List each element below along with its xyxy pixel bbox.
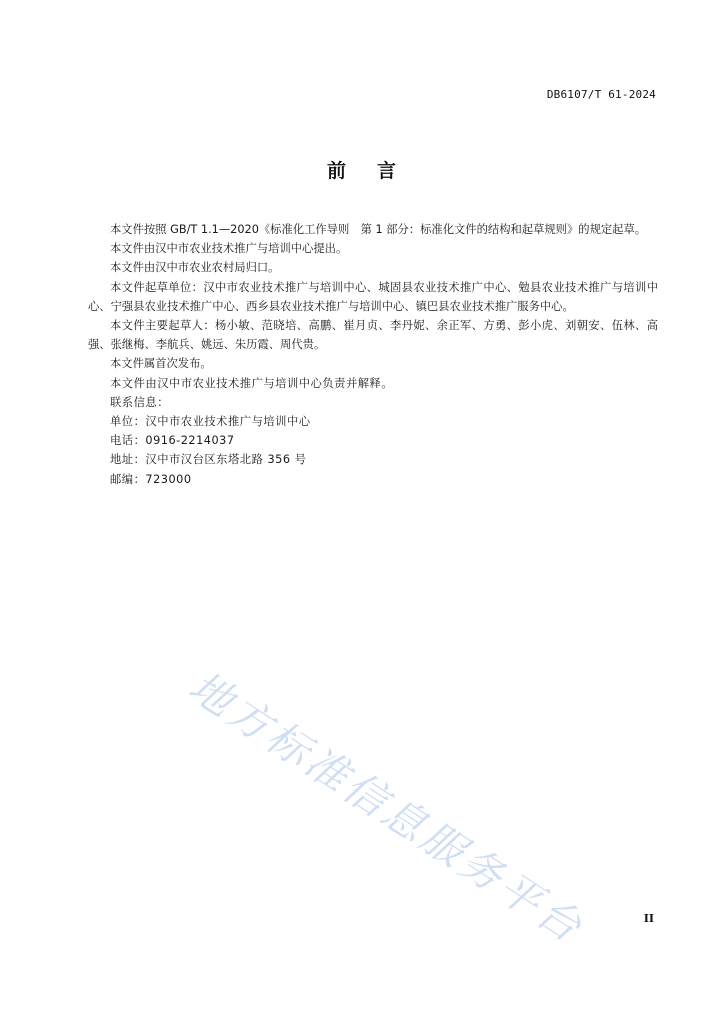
paragraph-main-drafters: 本文件主要起草人：杨小敏、范晓培、高鹏、崔月贞、李丹妮、余正军、方勇、彭小虎、刘朝安、伍林、高强、张继梅、李航兵、姚远、朱历霞、周代贵。: [88, 319, 658, 352]
title-char-1: 前: [326, 160, 347, 182]
contact-phone: 电话：0916-2214037: [110, 434, 235, 448]
document-code: DB6107/T 61-2024: [546, 88, 656, 101]
contact-heading: 联系信息：: [110, 395, 169, 409]
page-title: [0, 156, 724, 183]
contact-unit: 单位：汉中市农业技术推广与培训中心: [110, 415, 311, 429]
paragraph-drafting-rules: 本文件按照 GB/T 1.1—2020《标准化工作导则 第 1 部分：标准化文件的结构和起草规则》的规定起草。: [110, 223, 647, 236]
title-char-2: 言: [377, 160, 398, 182]
page-number: II: [643, 912, 654, 925]
paragraph-first-release: 本文件属首次发布。: [110, 357, 212, 371]
paragraph-responsibility: 本文件由汉中市农业技术推广与培训中心负责并解释。: [110, 376, 394, 390]
contact-address: 地址：汉中市汉台区东塔北路 356 号: [110, 453, 307, 467]
paragraph-drafting-units: 本文件起草单位：汉中市农业技术推广与培训中心、城固县农业技术推广中心、勉县农业技术推广与培训中心、宁强县农业技术推广中心、西乡县农业技术推广与培训中心、镇巴县农业技术推广服务中心。: [88, 280, 658, 313]
paragraph-proposer: 本文件由汉中市农业技术推广与培训中心提出。: [110, 242, 348, 256]
watermark-text: 地方标准信息服务平台: [180, 661, 593, 954]
contact-postcode: 邮编：723000: [110, 472, 192, 486]
foreword-body: [88, 220, 658, 489]
paragraph-centralized-unit: 本文件由汉中市农业农村局归口。: [110, 261, 280, 275]
